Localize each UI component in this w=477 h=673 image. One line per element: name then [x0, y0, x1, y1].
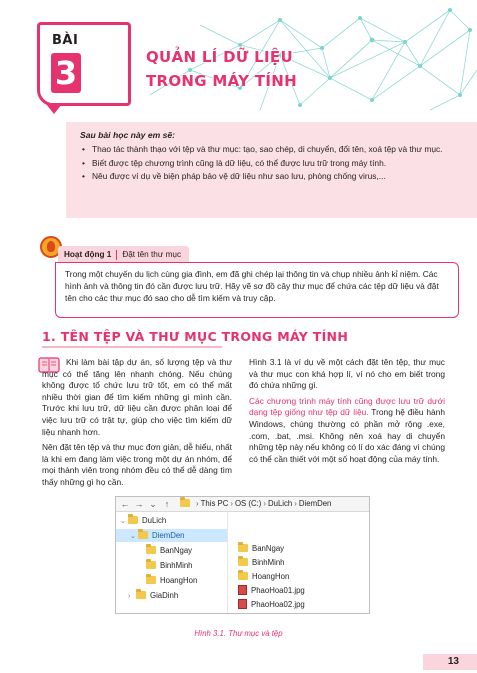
- chevron-down-icon: ⌄: [130, 533, 136, 540]
- activity-separator: [116, 250, 117, 260]
- lesson-badge-tail: [46, 104, 62, 114]
- breadcrumb-item[interactable]: DuLich: [267, 499, 293, 508]
- body-paragraph: Hình 3.1 là ví dụ về một cách đặt tên tệp, thư mục và thư mục con khá hợp lí, ví nó cho em biết trong đó chứa những gì.: [249, 357, 445, 391]
- body-paragraph-program-files: [249, 396, 445, 466]
- chevron-right-icon: ›: [196, 499, 199, 508]
- section-underline: [42, 346, 222, 348]
- figure-caption: Hình 3.1. Thư mục và tệp: [194, 629, 283, 638]
- lesson-word: BÀI: [52, 33, 79, 48]
- navigation-pane: [116, 512, 228, 614]
- objective-item: • Nêu được ví dụ về biện pháp bảo vệ dữ liệu như sao lưu, phòng chống virus,...: [80, 171, 461, 183]
- image-file-icon: [238, 599, 247, 609]
- file-item-phaohoa01[interactable]: PhaoHoa01.jpg: [238, 584, 368, 598]
- section-title: 1. TÊN TỆP VÀ THƯ MỤC TRONG MÁY TÍNH: [42, 329, 349, 344]
- chevron-right-icon: ›: [263, 499, 266, 508]
- lesson-number: 3: [51, 53, 81, 93]
- up-arrow-icon[interactable]: ↑: [164, 499, 170, 509]
- activity-title: Đặt tên thư mục: [122, 250, 182, 259]
- breadcrumb-item[interactable]: OS (C:): [234, 499, 262, 508]
- objective-item: • Biết được tệp chương trình cũng là dữ liệu, có thể được lưu trữ trong máy tính.: [80, 158, 461, 170]
- tree-item-hoanghon[interactable]: HoangHon: [146, 574, 197, 587]
- back-arrow-icon[interactable]: ←: [120, 499, 130, 509]
- chevron-right-icon: ›: [294, 499, 297, 508]
- tree-item-dulich[interactable]: ⌄ DuLich: [120, 514, 226, 527]
- chevron-down-icon: ⌄: [120, 518, 126, 525]
- folder-icon: [146, 561, 156, 569]
- folder-icon: [238, 544, 248, 552]
- lesson-title-line-2: TRONG MÁY TÍNH: [146, 72, 297, 90]
- activity-label: Hoạt động 1: [64, 250, 112, 259]
- folder-icon: [238, 572, 248, 580]
- folder-icon: [146, 546, 156, 554]
- breadcrumb-item[interactable]: DiemDen: [298, 499, 332, 508]
- chevron-down-icon[interactable]: ⌄: [149, 499, 157, 509]
- tree-item-banngay[interactable]: BanNgay: [146, 544, 192, 557]
- body-right-column: [249, 357, 445, 469]
- body-paragraph: Khi làm bài tập dự án, số lượng tệp và thư mục có thể tăng lên nhanh chóng. Nếu chúng không được tổ chức lưu trữ tốt, em có thể mất nhiều thời gian để tìm kiếm những gì mình cần. Trước khi lưu trữ, dữ liệu cần được phân loại để việc lưu trữ có trật tự, giúp cho việc tìm kiếm dữ liệu nhanh hơn.: [42, 357, 232, 437]
- image-file-icon: [238, 585, 247, 595]
- lesson-banner: [0, 0, 477, 116]
- file-list: [238, 542, 368, 612]
- forward-arrow-icon[interactable]: →: [134, 499, 144, 509]
- objectives-box: [66, 122, 477, 218]
- activity-text: Trong một chuyến du lịch cùng gia đình, em đã ghi chép lại thông tin và chụp nhiều ảnh kỉ niệm. Các hình ảnh và thông tin đó cần được lưu trữ. Hãy vẽ sơ đồ cây thư mục để chứa các tệp dữ liệu và đặt tên cho các thư mục đó sao cho dễ tìm kiếm và truy cập.: [65, 269, 439, 303]
- file-explorer-window: [115, 496, 370, 614]
- file-item-phaohoa02[interactable]: PhaoHoa02.jpg: [238, 598, 368, 612]
- body-paragraph: Nên đặt tên tệp và thư mục đơn giản, dễ hiểu, nhất là khi em đang làm việc trong một dự án nhóm, để mọi thành viên trong nhóm đều có thể dễ dàng tìm thấy những gì họ cần.: [42, 442, 232, 487]
- file-item-binhminh[interactable]: BinhMinh: [238, 556, 368, 570]
- address-bar: [116, 497, 370, 512]
- activity-box: [55, 262, 459, 318]
- folder-icon: [180, 499, 190, 507]
- tree-item-diemden[interactable]: ⌄ DiemDen: [116, 529, 227, 542]
- file-item-hoanghon[interactable]: HoangHon: [238, 570, 368, 584]
- chevron-right-icon: ›: [128, 593, 131, 600]
- folder-icon: [128, 516, 138, 524]
- objectives-heading: Sau bài học này em sẽ:: [80, 130, 176, 140]
- breadcrumb-item[interactable]: This PC: [200, 499, 229, 508]
- breadcrumb: [180, 498, 331, 510]
- highlight-text: Các chương trình máy tính cũng được lưu trữ dưới dạng tệp giống như tệp dữ liệu.: [249, 395, 445, 418]
- folder-icon: [138, 531, 148, 539]
- lesson-title-line-1: QUẢN LÍ DỮ LIỆU: [146, 48, 293, 66]
- folder-icon: [136, 591, 146, 599]
- folder-icon: [146, 576, 156, 584]
- page-number: 13: [447, 656, 459, 667]
- chevron-right-icon: ›: [230, 499, 233, 508]
- objective-item: • Thao tác thành thạo với tệp và thư mục: tạo, sao chép, di chuyển, đổi tên, xoá tệp và thư mục.: [80, 144, 461, 156]
- tree-item-binhminh[interactable]: BinhMinh: [146, 559, 193, 572]
- activity-tab: [58, 246, 189, 263]
- file-item-banngay[interactable]: BanNgay: [238, 542, 368, 556]
- folder-icon: [238, 558, 248, 566]
- body-left-column: [42, 357, 232, 493]
- lesson-badge: [37, 22, 131, 106]
- tree-item-giadinh[interactable]: › GiaDinh: [128, 589, 178, 602]
- body-text: Trong hệ điều hành Windows, chúng thường có phần mở rộng .exe, .com, .bat, .msi. Không nên xoá hay di chuyển những tệp này nếu không có lí do xác đáng vì chúng có thể cần thiết với một số hoạt động của máy tính.: [249, 407, 445, 464]
